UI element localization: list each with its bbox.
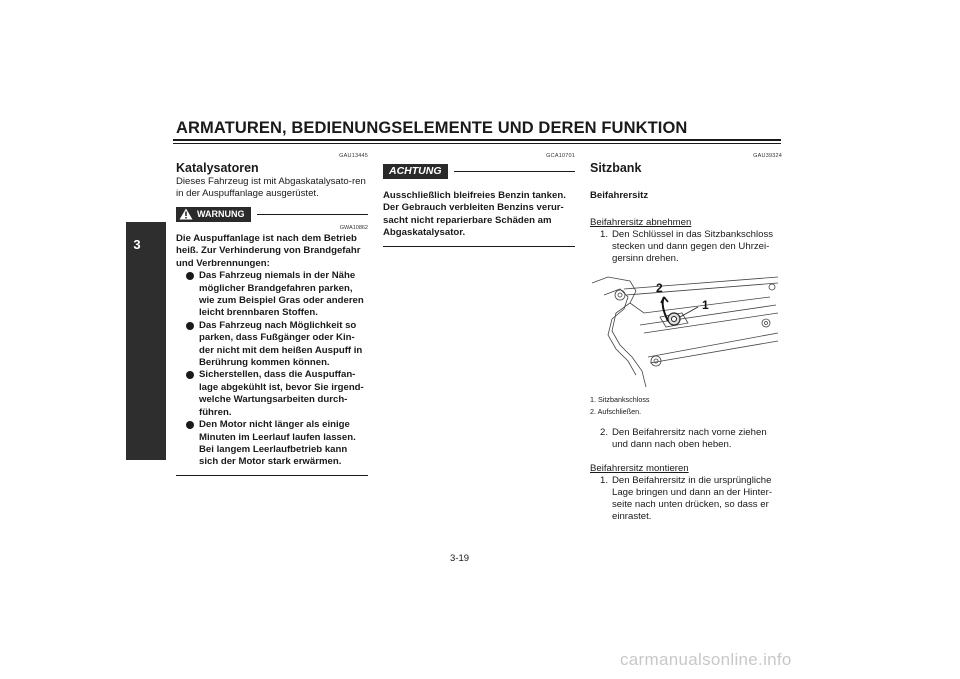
section-code: GAU39324 [753, 153, 782, 159]
warning-code: GWA10862 [339, 225, 368, 231]
list-item: Das Fahrzeug niemals in der Nähe möglicher Brandgefahren parken, wie zum Beispiel Gras oder anderen leicht brennbaren Stoffen. [186, 270, 368, 320]
warning-badge [176, 207, 251, 222]
list-item: 1. Den Beifahrersitz in die ursprüngliche Lage bringen und dann an der Hinter-seite nach unten drücken, so dass er einrastet. [599, 475, 773, 522]
watermark: carmanualsonline.info [620, 650, 792, 669]
list-item: 2. Den Beifahrersitz nach vorne ziehen und dann nach oben heben. [599, 427, 767, 450]
column-seat [590, 152, 782, 523]
bullet-icon [186, 421, 194, 429]
install-heading: Beifahrersitz montieren [590, 463, 689, 474]
bullet-icon [186, 371, 194, 379]
seat-lock-illustration [590, 275, 780, 389]
warning-label: WARNUNG [197, 209, 245, 219]
list-item: 1. Den Schlüssel in das Sitzbankschloss stecken und dann gegen den Uhrzei-gersinn drehen. [599, 229, 774, 264]
figure-label-one: 1 [702, 298, 709, 312]
section-title-catalyst: Katalysatoren [176, 161, 259, 175]
warning-text: Die Auspuffanlage ist nach dem Betrieb heiß. Zur Verhinderung von Brandgefahr und Verbrennungen: [176, 233, 361, 269]
list-item: Den Motor nicht länger als einige Minuten im Leerlauf laufen lassen. Bei langem Leerlaufbetrieb kann sich der Motor stark erwärmen. [186, 419, 368, 469]
bullet-icon [186, 322, 194, 330]
chapter-tab [126, 222, 166, 460]
header-rule-thin [173, 143, 781, 144]
caution-header [383, 163, 575, 179]
column-caution [383, 152, 575, 247]
caution-badge: ACHTUNG [383, 164, 448, 179]
caution-rule [454, 171, 576, 172]
caution-text: Ausschließlich bleifreies Benzin tanken. Der Gebrauch verbleiten Benzins verur-sacht nicht reparierbare Schäden am Abgaskatalysator. [383, 190, 566, 239]
warning-triangle-icon [179, 208, 193, 220]
section-title-seat: Sitzbank [590, 161, 642, 175]
catalyst-intro: Dieses Fahrzeug ist mit Abgaskatalysato-ren in der Auspuffanlage ausgerüstet. [176, 176, 366, 199]
section-code: GAU13445 [339, 153, 368, 159]
warning-end-rule [176, 475, 368, 476]
warning-bullets [186, 270, 368, 469]
page-title: ARMATUREN, BEDIENUNGSELEMENTE UND DEREN FUNKTION [176, 119, 688, 137]
warning-header [176, 206, 368, 222]
header-rule [173, 139, 781, 141]
figure-caption-2: 2. Aufschließen. [590, 407, 642, 416]
bullet-icon [186, 272, 194, 280]
figure-caption-1: 1. Sitzbankschloss [590, 395, 650, 404]
warning-rule [257, 214, 369, 215]
section-code: GCA10701 [546, 153, 575, 159]
column-catalyst [176, 152, 368, 476]
chapter-number: 3 [133, 237, 141, 252]
remove-heading: Beifahrersitz abnehmen [590, 217, 692, 228]
caution-end-rule [383, 246, 575, 247]
page-number: 3-19 [450, 553, 470, 564]
subsection-title: Beifahrersitz [590, 190, 649, 201]
list-item: Sicherstellen, dass die Auspuffan-lage abgekühlt ist, bevor Sie irgend-welche Wartungsarbeiten durch-führen. [186, 369, 368, 419]
list-item: Das Fahrzeug nach Möglichkeit so parken, dass Fußgänger oder Kin-der nicht mit dem heißen Auspuff in Berührung kommen können. [186, 320, 368, 370]
figure-label-two: 2 [656, 281, 663, 295]
